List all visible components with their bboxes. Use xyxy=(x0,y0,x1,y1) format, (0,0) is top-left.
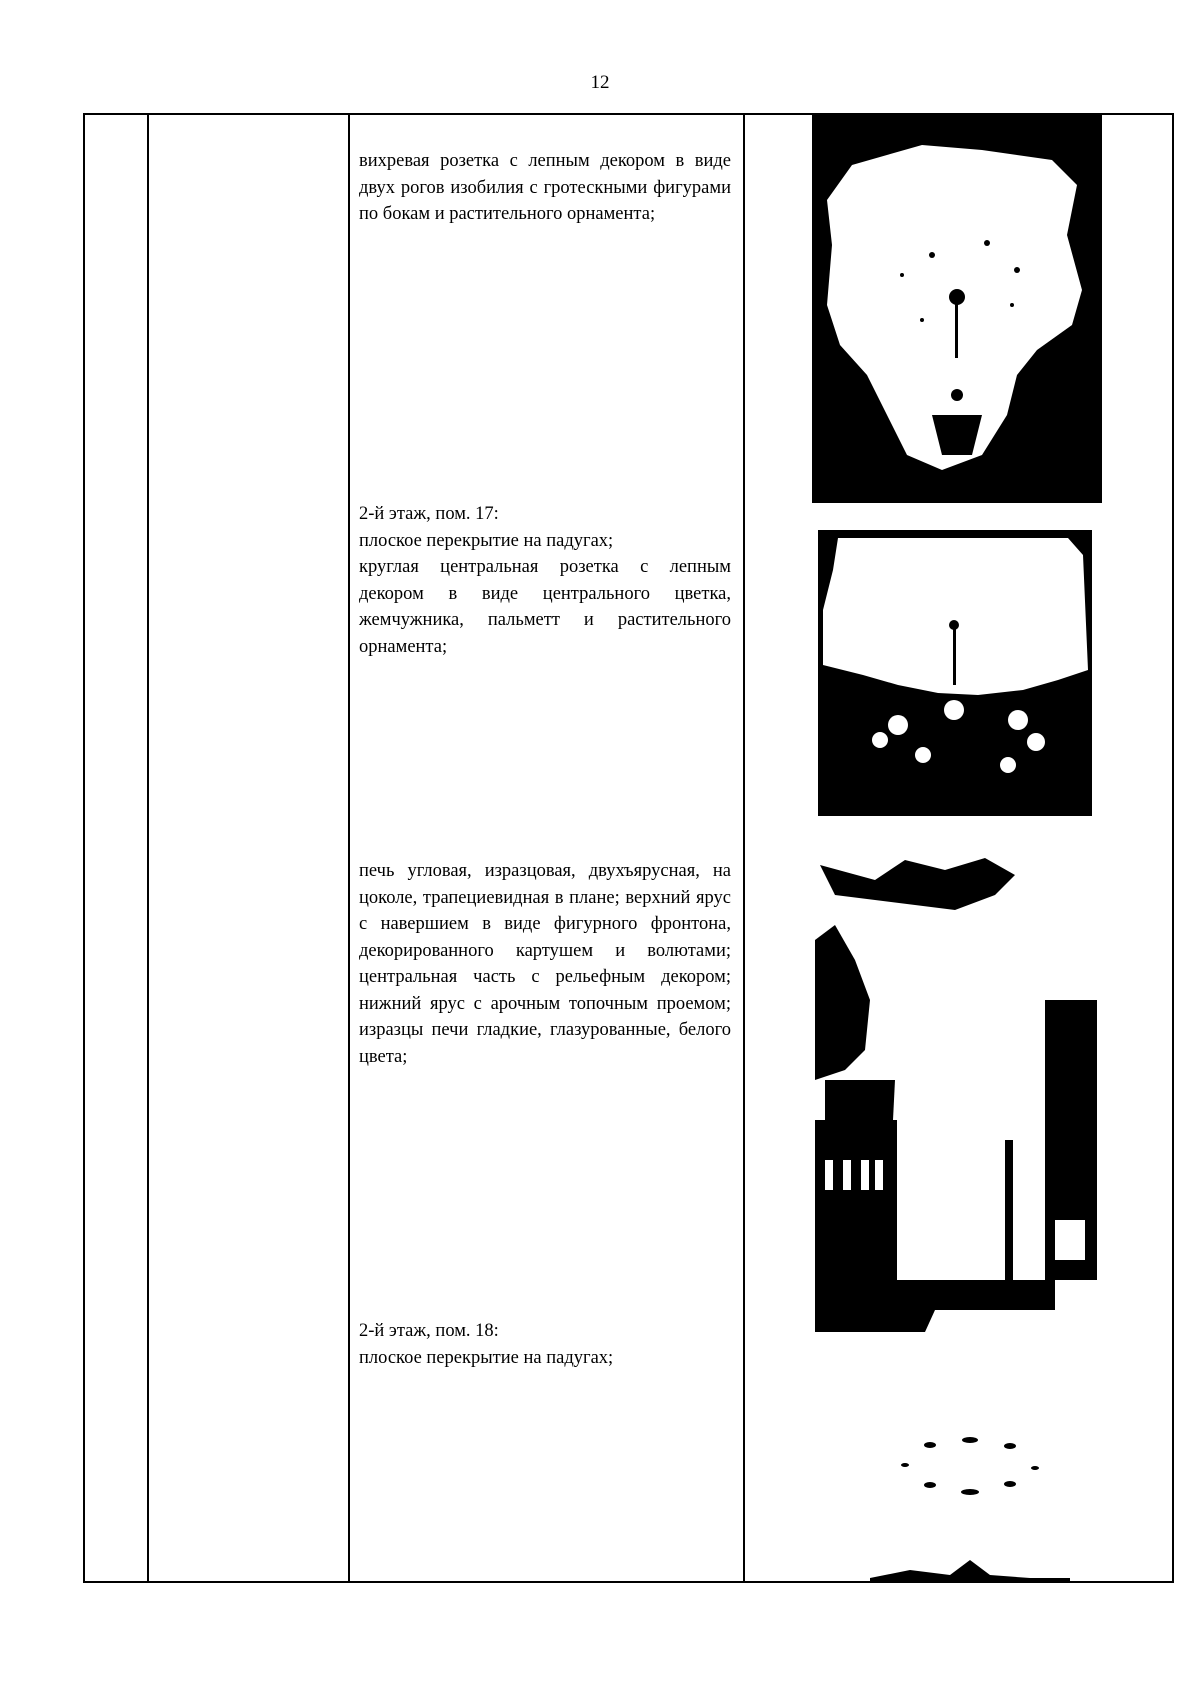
description-text: круглая центральная розетка с лепным декором в виде центрального цветка, жемчужника, пальметт и растительного орнамента; xyxy=(359,557,731,657)
column-divider-2 xyxy=(348,113,350,1583)
room-heading: 2-й этаж, пом. 17: xyxy=(359,504,499,524)
photo-ceiling-rosette-1 xyxy=(812,115,1102,503)
description-text: вихревая розетка с лепным декором в виде двух рогов изобилия с гротескными фигурами по бокам и растительного орнамента; xyxy=(359,151,731,224)
photo-image xyxy=(815,840,1097,1332)
description-row-3 xyxy=(359,858,731,1070)
description-text: печь угловая, изразцовая, двухъярусная, на цоколе, трапециевидная в плане; верхний ярус с навершием в виде фигурного фронтона, декорированного картушем и волютами; центральная часть с рельефным декором; нижний ярус с арочным топочным проемом; изразцы печи гладкие, глазурованные, белого цвета; xyxy=(359,861,731,1067)
photo-ceiling-rosette-3 xyxy=(870,1410,1070,1582)
photo-tiled-stove xyxy=(815,840,1097,1332)
photo-ceiling-rosette-2 xyxy=(818,530,1092,816)
photo-image xyxy=(818,530,1092,816)
column-divider-1 xyxy=(147,113,149,1583)
description-line: плоское перекрытие на падугах; xyxy=(359,1347,614,1368)
description-row-4 xyxy=(359,1318,731,1371)
column-divider-3 xyxy=(743,113,745,1583)
description-row-1 xyxy=(359,148,731,228)
room-heading: 2-й этаж, пом. 18: xyxy=(359,1321,499,1341)
page-number: 12 xyxy=(590,72,610,93)
photo-image xyxy=(812,115,1102,503)
photo-image xyxy=(870,1410,1070,1582)
description-row-2 xyxy=(359,501,731,660)
description-line: плоское перекрытие на падугах; xyxy=(359,530,614,551)
